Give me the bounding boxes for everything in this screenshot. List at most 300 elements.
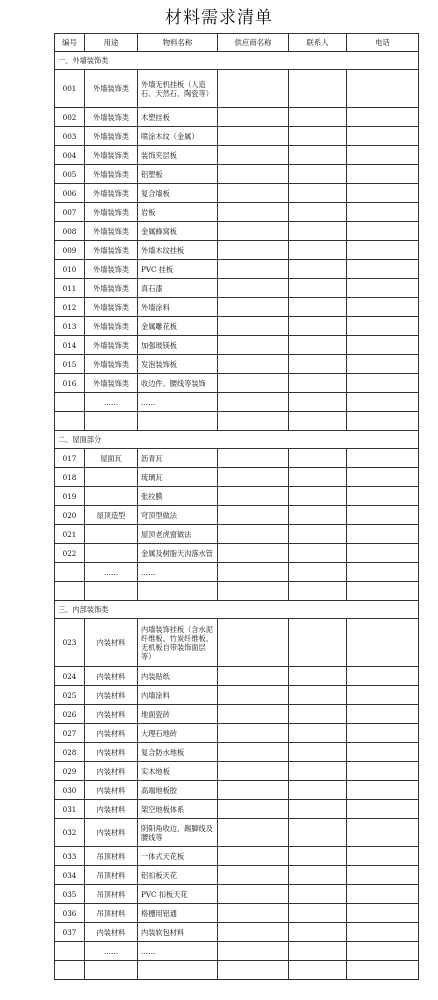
- item-use: 外墙装饰类: [85, 279, 138, 298]
- item-use: 外墙装饰类: [85, 146, 138, 165]
- item-material-name: ……: [138, 942, 218, 961]
- item-use: 吊顶材料: [85, 847, 138, 866]
- item-supplier: [218, 393, 289, 412]
- item-material-name: 金属及树脂天沟落水管: [138, 544, 218, 563]
- item-use: 吊顶材料: [85, 904, 138, 923]
- item-supplier: [218, 146, 289, 165]
- item-phone: [347, 942, 419, 961]
- item-material-name: 加强玻镁板: [138, 336, 218, 355]
- item-material-name: [138, 961, 218, 980]
- item-material-name: 装饰夹层板: [138, 146, 218, 165]
- item-use: 内装材料: [85, 743, 138, 762]
- item-number: 012: [55, 298, 85, 317]
- item-material-name: 琉璃瓦: [138, 468, 218, 487]
- item-number: 034: [55, 866, 85, 885]
- table-row: [55, 961, 419, 980]
- item-use: [85, 544, 138, 563]
- table-row: [55, 393, 419, 412]
- item-number: 035: [55, 885, 85, 904]
- item-supplier: [218, 317, 289, 336]
- item-use: 屋顶造型: [85, 506, 138, 525]
- item-material-name: 内装贴纸: [138, 667, 218, 686]
- table-row: [55, 686, 419, 705]
- item-phone: [347, 449, 419, 468]
- table-header-row: [55, 34, 419, 52]
- item-supplier: [218, 108, 289, 127]
- item-phone: [347, 800, 419, 819]
- item-phone: [347, 544, 419, 563]
- table-row: [55, 705, 419, 724]
- item-number: 010: [55, 260, 85, 279]
- item-use: 外墙装饰类: [85, 184, 138, 203]
- item-material-name: 沥青瓦: [138, 449, 218, 468]
- item-supplier: [218, 923, 289, 942]
- item-contact: [289, 563, 347, 582]
- item-supplier: [218, 222, 289, 241]
- item-phone: [347, 355, 419, 374]
- item-supplier: [218, 705, 289, 724]
- item-material-name: 真石漆: [138, 279, 218, 298]
- item-contact: [289, 724, 347, 743]
- item-material-name: 外墙木纹挂板: [138, 241, 218, 260]
- item-number: 004: [55, 146, 85, 165]
- item-supplier: [218, 449, 289, 468]
- item-phone: [347, 819, 419, 847]
- item-supplier: [218, 355, 289, 374]
- item-material-name: 一体式天花板: [138, 847, 218, 866]
- item-use: 外墙装饰类: [85, 222, 138, 241]
- item-use: 内装材料: [85, 819, 138, 847]
- item-use: 外墙装饰类: [85, 374, 138, 393]
- item-use: 外墙装饰类: [85, 241, 138, 260]
- item-number: 023: [55, 619, 85, 667]
- item-material-name: 岩板: [138, 203, 218, 222]
- item-material-name: 阴阳角收边、踢脚线及腰线等: [138, 819, 218, 847]
- item-phone: [347, 165, 419, 184]
- item-phone: [347, 866, 419, 885]
- item-supplier: [218, 563, 289, 582]
- item-material-name: 内墙装饰挂板（含水泥纤维板、竹炭纤维板、无机板自带装饰面层等）: [138, 619, 218, 667]
- item-number: 003: [55, 127, 85, 146]
- item-phone: [347, 506, 419, 525]
- item-phone: [347, 847, 419, 866]
- item-supplier: [218, 619, 289, 667]
- item-use: [85, 487, 138, 506]
- item-number: 029: [55, 762, 85, 781]
- item-use: [85, 412, 138, 431]
- item-use: 吊顶材料: [85, 885, 138, 904]
- item-supplier: [218, 412, 289, 431]
- item-supplier: [218, 724, 289, 743]
- item-material-name: 架空地板体系: [138, 800, 218, 819]
- item-use: 外墙装饰类: [85, 127, 138, 146]
- item-material-name: [138, 582, 218, 601]
- item-contact: [289, 203, 347, 222]
- item-phone: [347, 781, 419, 800]
- table-row: [55, 412, 419, 431]
- table-row: [55, 260, 419, 279]
- item-use: 内装材料: [85, 800, 138, 819]
- item-contact: [289, 393, 347, 412]
- table-row: [55, 298, 419, 317]
- item-phone: [347, 241, 419, 260]
- item-phone: [347, 667, 419, 686]
- item-contact: [289, 847, 347, 866]
- item-contact: [289, 487, 347, 506]
- item-number: 011: [55, 279, 85, 298]
- item-phone: [347, 582, 419, 601]
- table-row: [55, 781, 419, 800]
- table-row: [55, 800, 419, 819]
- item-phone: [347, 184, 419, 203]
- item-material-name: 高端地板胶: [138, 781, 218, 800]
- item-use: 外墙装饰类: [85, 317, 138, 336]
- table-row: [55, 525, 419, 544]
- item-phone: [347, 108, 419, 127]
- table-row: [55, 241, 419, 260]
- item-use: [85, 525, 138, 544]
- col-header-phone: 电话: [347, 34, 419, 52]
- item-use: 内装材料: [85, 686, 138, 705]
- item-supplier: [218, 885, 289, 904]
- item-material-name: 实木地板: [138, 762, 218, 781]
- item-number: 013: [55, 317, 85, 336]
- item-number: 033: [55, 847, 85, 866]
- item-number: 002: [55, 108, 85, 127]
- item-contact: [289, 108, 347, 127]
- item-number: 017: [55, 449, 85, 468]
- item-supplier: [218, 506, 289, 525]
- item-contact: [289, 525, 347, 544]
- item-use: 外墙装饰类: [85, 260, 138, 279]
- item-number: 015: [55, 355, 85, 374]
- item-contact: [289, 762, 347, 781]
- table-row: [55, 468, 419, 487]
- section-row: [55, 431, 419, 449]
- item-contact: [289, 184, 347, 203]
- item-contact: [289, 317, 347, 336]
- item-use: 外墙装饰类: [85, 298, 138, 317]
- table-row: [55, 904, 419, 923]
- table-row: [55, 146, 419, 165]
- col-header-number: 编号: [55, 34, 85, 52]
- item-supplier: [218, 70, 289, 108]
- table-row: [55, 544, 419, 563]
- item-material-name: 内装软包材料: [138, 923, 218, 942]
- item-number: 021: [55, 525, 85, 544]
- item-contact: [289, 146, 347, 165]
- item-phone: [347, 525, 419, 544]
- material-table: [54, 33, 419, 980]
- item-phone: [347, 724, 419, 743]
- col-header-use: 用途: [85, 34, 138, 52]
- item-phone: [347, 317, 419, 336]
- item-number: [55, 563, 85, 582]
- item-use: [85, 961, 138, 980]
- item-contact: [289, 298, 347, 317]
- item-phone: [347, 487, 419, 506]
- item-material-name: 发泡装饰板: [138, 355, 218, 374]
- table-row: [55, 847, 419, 866]
- item-supplier: [218, 127, 289, 146]
- item-number: 008: [55, 222, 85, 241]
- item-number: 037: [55, 923, 85, 942]
- item-phone: [347, 336, 419, 355]
- item-phone: [347, 705, 419, 724]
- item-contact: [289, 942, 347, 961]
- item-material-name: 复合墙板: [138, 184, 218, 203]
- item-material-name: 金属蜂窝板: [138, 222, 218, 241]
- item-supplier: [218, 203, 289, 222]
- item-use: 内装材料: [85, 667, 138, 686]
- item-contact: [289, 449, 347, 468]
- item-material-name: PVC 扣板天花: [138, 885, 218, 904]
- item-contact: [289, 374, 347, 393]
- item-contact: [289, 279, 347, 298]
- table-body: [55, 34, 419, 980]
- item-supplier: [218, 544, 289, 563]
- item-supplier: [218, 743, 289, 762]
- item-supplier: [218, 904, 289, 923]
- item-material-name: [138, 412, 218, 431]
- table-row: [55, 866, 419, 885]
- item-supplier: [218, 525, 289, 544]
- item-contact: [289, 544, 347, 563]
- item-use: 吊顶材料: [85, 866, 138, 885]
- item-material-name: 铝塑板: [138, 165, 218, 184]
- table-row: [55, 279, 419, 298]
- item-phone: [347, 412, 419, 431]
- item-contact: [289, 866, 347, 885]
- item-material-name: 穹顶型做法: [138, 506, 218, 525]
- item-material-name: 地面瓷砖: [138, 705, 218, 724]
- table-row: [55, 619, 419, 667]
- item-supplier: [218, 468, 289, 487]
- item-phone: [347, 393, 419, 412]
- item-use: 内装材料: [85, 781, 138, 800]
- item-phone: [347, 279, 419, 298]
- table-row: [55, 942, 419, 961]
- item-supplier: [218, 942, 289, 961]
- col-header-contact: 联系人: [289, 34, 347, 52]
- table-row: [55, 506, 419, 525]
- item-phone: [347, 70, 419, 108]
- table-row: [55, 127, 419, 146]
- item-number: 001: [55, 70, 85, 108]
- section-heading: 二、屋面部分: [55, 431, 419, 449]
- item-use: ……: [85, 942, 138, 961]
- item-supplier: [218, 781, 289, 800]
- item-contact: [289, 904, 347, 923]
- item-material-name: 屋顶老虎窗做法: [138, 525, 218, 544]
- table-row: [55, 317, 419, 336]
- item-supplier: [218, 374, 289, 393]
- item-supplier: [218, 279, 289, 298]
- item-contact: [289, 412, 347, 431]
- item-number: 024: [55, 667, 85, 686]
- section-heading: 三、内部装饰类: [55, 601, 419, 619]
- table-row: [55, 885, 419, 904]
- item-supplier: [218, 184, 289, 203]
- item-contact: [289, 923, 347, 942]
- item-material-name: ……: [138, 393, 218, 412]
- item-use: 内装材料: [85, 923, 138, 942]
- item-contact: [289, 260, 347, 279]
- item-number: 022: [55, 544, 85, 563]
- item-use: 外墙装饰类: [85, 336, 138, 355]
- item-material-name: PVC 挂板: [138, 260, 218, 279]
- item-supplier: [218, 819, 289, 847]
- item-contact: [289, 619, 347, 667]
- table-row: [55, 355, 419, 374]
- item-use: 外墙装饰类: [85, 70, 138, 108]
- item-number: [55, 942, 85, 961]
- item-supplier: [218, 487, 289, 506]
- item-number: 007: [55, 203, 85, 222]
- item-phone: [347, 923, 419, 942]
- item-contact: [289, 222, 347, 241]
- item-phone: [347, 904, 419, 923]
- item-supplier: [218, 336, 289, 355]
- item-contact: [289, 70, 347, 108]
- item-number: 028: [55, 743, 85, 762]
- table-row: [55, 487, 419, 506]
- item-phone: [347, 619, 419, 667]
- item-material-name: 木塑挂板: [138, 108, 218, 127]
- table-row: [55, 449, 419, 468]
- item-phone: [347, 260, 419, 279]
- table-row: [55, 70, 419, 108]
- item-phone: [347, 961, 419, 980]
- table-row: [55, 165, 419, 184]
- item-contact: [289, 667, 347, 686]
- item-number: 018: [55, 468, 85, 487]
- item-use: 内装材料: [85, 619, 138, 667]
- item-phone: [347, 468, 419, 487]
- item-supplier: [218, 298, 289, 317]
- col-header-supplier: 供应商名称: [218, 34, 289, 52]
- item-supplier: [218, 847, 289, 866]
- item-supplier: [218, 762, 289, 781]
- item-material-name: 铝扣板天花: [138, 866, 218, 885]
- item-number: [55, 393, 85, 412]
- item-number: 005: [55, 165, 85, 184]
- item-contact: [289, 781, 347, 800]
- item-number: 020: [55, 506, 85, 525]
- item-supplier: [218, 241, 289, 260]
- item-supplier: [218, 800, 289, 819]
- section-heading: 一、外墙装饰类: [55, 52, 419, 70]
- item-number: 006: [55, 184, 85, 203]
- item-contact: [289, 743, 347, 762]
- item-phone: [347, 762, 419, 781]
- item-phone: [347, 743, 419, 762]
- item-number: 032: [55, 819, 85, 847]
- item-contact: [289, 127, 347, 146]
- item-material-name: ……: [138, 563, 218, 582]
- item-number: 009: [55, 241, 85, 260]
- item-contact: [289, 165, 347, 184]
- table-row: [55, 108, 419, 127]
- item-supplier: [218, 686, 289, 705]
- item-number: 031: [55, 800, 85, 819]
- item-contact: [289, 336, 347, 355]
- table-row: [55, 203, 419, 222]
- item-contact: [289, 819, 347, 847]
- item-use: 内装材料: [85, 724, 138, 743]
- item-use: [85, 468, 138, 487]
- item-supplier: [218, 582, 289, 601]
- item-phone: [347, 885, 419, 904]
- item-use: 内装材料: [85, 705, 138, 724]
- item-supplier: [218, 866, 289, 885]
- item-supplier: [218, 961, 289, 980]
- item-use: 外墙装饰类: [85, 165, 138, 184]
- item-material-name: 外墙涂料: [138, 298, 218, 317]
- table-row: [55, 374, 419, 393]
- item-phone: [347, 222, 419, 241]
- item-contact: [289, 468, 347, 487]
- item-number: 030: [55, 781, 85, 800]
- item-material-name: 外墙无机挂板（人造石、天然石、陶瓷等）: [138, 70, 218, 108]
- item-number: [55, 961, 85, 980]
- table-row: [55, 743, 419, 762]
- item-use: 屋面瓦: [85, 449, 138, 468]
- table-row: [55, 923, 419, 942]
- item-use: [85, 582, 138, 601]
- item-number: 036: [55, 904, 85, 923]
- col-header-material: 物料名称: [138, 34, 218, 52]
- item-use: 外墙装饰类: [85, 108, 138, 127]
- item-material-name: 张拉膜: [138, 487, 218, 506]
- item-number: 027: [55, 724, 85, 743]
- item-phone: [347, 298, 419, 317]
- table-row: [55, 724, 419, 743]
- item-number: 025: [55, 686, 85, 705]
- table-row: [55, 184, 419, 203]
- table-row: [55, 819, 419, 847]
- section-row: [55, 52, 419, 70]
- item-number: 016: [55, 374, 85, 393]
- item-material-name: 收边件、腰线等装饰: [138, 374, 218, 393]
- item-number: 019: [55, 487, 85, 506]
- item-number: [55, 582, 85, 601]
- item-use: 外墙装饰类: [85, 355, 138, 374]
- item-contact: [289, 355, 347, 374]
- item-contact: [289, 800, 347, 819]
- section-row: [55, 601, 419, 619]
- item-supplier: [218, 165, 289, 184]
- item-phone: [347, 146, 419, 165]
- item-supplier: [218, 260, 289, 279]
- item-phone: [347, 374, 419, 393]
- page-title: 材料需求清单: [165, 8, 273, 28]
- table-row: [55, 762, 419, 781]
- table-row: [55, 667, 419, 686]
- item-number: 014: [55, 336, 85, 355]
- item-phone: [347, 563, 419, 582]
- item-material-name: 格栅用铝通: [138, 904, 218, 923]
- table-row: [55, 336, 419, 355]
- item-phone: [347, 127, 419, 146]
- table-row: [55, 582, 419, 601]
- item-number: [55, 412, 85, 431]
- item-number: 026: [55, 705, 85, 724]
- item-phone: [347, 686, 419, 705]
- table-row: [55, 222, 419, 241]
- table-row: [55, 563, 419, 582]
- item-material-name: 复合防水地板: [138, 743, 218, 762]
